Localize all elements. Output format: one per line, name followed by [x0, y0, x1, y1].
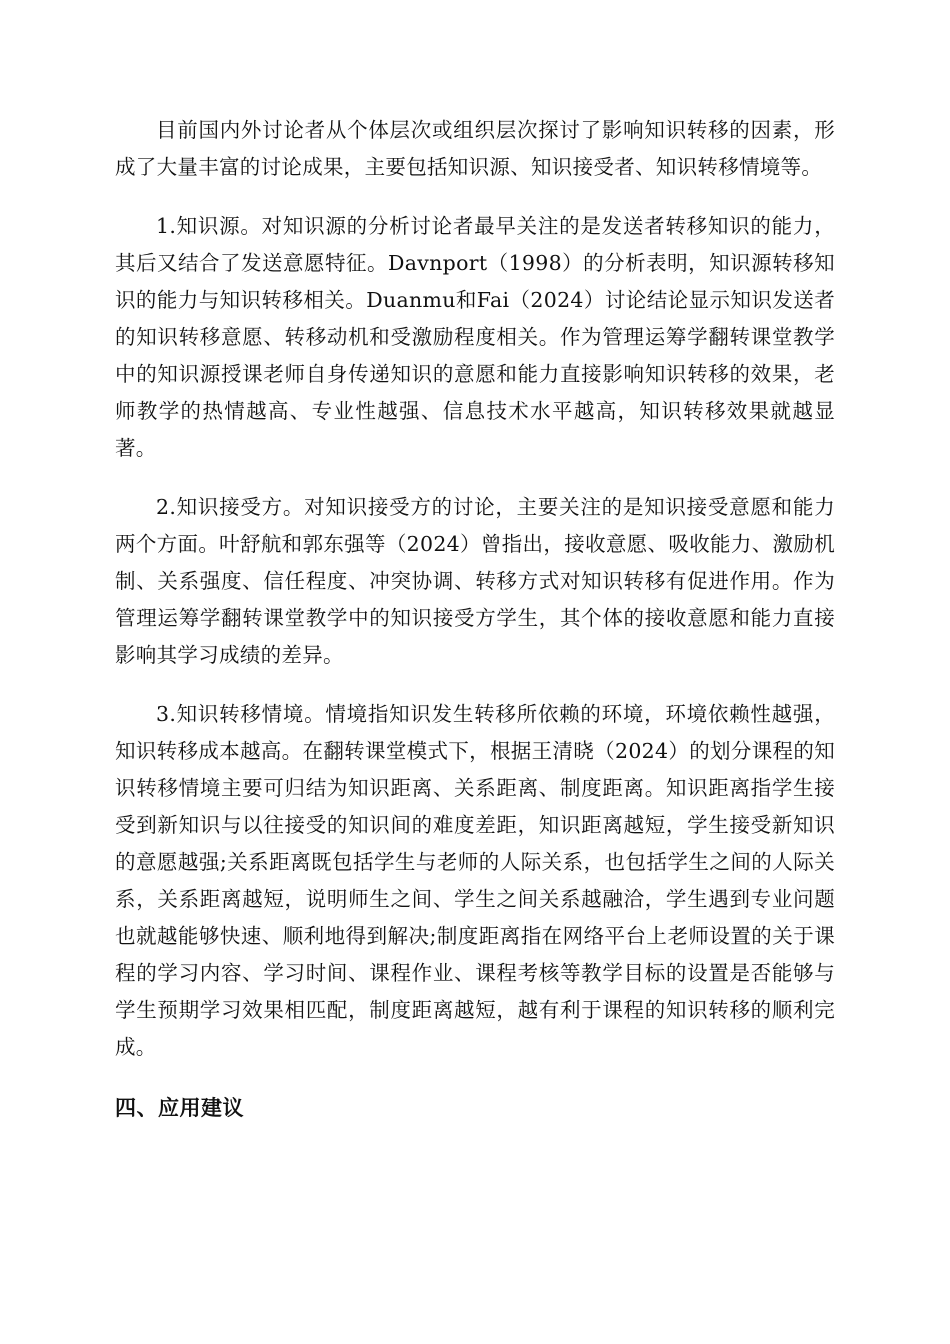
- document-page: [115, 112, 835, 1127]
- section-heading: 四、应用建议: [115, 1096, 244, 1120]
- paragraph-knowledge-source: 1.知识源。对知识源的分析讨论者最早关注的是发送者转移知识的能力，其后又结合了发送意愿特征。Davnport（1998）的分析表明，知识源转移知识的能力与知识转移相关。Duanmu和Fai（2024）讨论结论显示知识发送者的知识转移意愿、转移动机和受激励程度相关。作为管理运筹学翻转课堂教学中的知识源授课老师自身传递知识的意愿和能力直接影响知识转移的效果，老师教学的热情越高、专业性越强、信息技术水平越高，知识转移效果就越显著。: [115, 214, 835, 460]
- paragraph-intro: 目前国内外讨论者从个体层次或组织层次探讨了影响知识转移的因素，形成了大量丰富的讨论成果，主要包括知识源、知识接受者、知识转移情境等。: [115, 118, 835, 179]
- paragraph-transfer-context: 3.知识转移情境。情境指知识发生转移所依赖的环境，环境依赖性越强，知识转移成本越高。在翻转课堂模式下，根据王清晓（2024）的划分课程的知识转移情境主要可归结为知识距离、关系距离、制度距离。知识距离指学生接受到新知识与以往接受的知识间的难度差距，知识距离越短，学生接受新知识的意愿越强;关系距离既包括学生与老师的人际关系，也包括学生之间的人际关系，关系距离越短，说明师生之间、学生之间关系越融洽，学生遇到专业问题也就越能够快速、顺利地得到解决;制度距离指在网络平台上老师设置的关于课程的学习内容、学习时间、课程作业、课程考核等教学目标的设置是否能够与学生预期学习效果相匹配，制度距离越短，越有利于课程的知识转移的顺利完成。: [115, 702, 835, 1059]
- paragraph-knowledge-receiver: 2.知识接受方。对知识接受方的讨论，主要关注的是知识接受意愿和能力两个方面。叶舒航和郭东强等（2024）曾指出，接收意愿、吸收能力、激励机制、关系强度、信任程度、冲突协调、转移方式对知识转移有促进作用。作为管理运筹学翻转课堂教学中的知识接受方学生，其个体的接收意愿和能力直接影响其学习成绩的差异。: [115, 495, 835, 667]
